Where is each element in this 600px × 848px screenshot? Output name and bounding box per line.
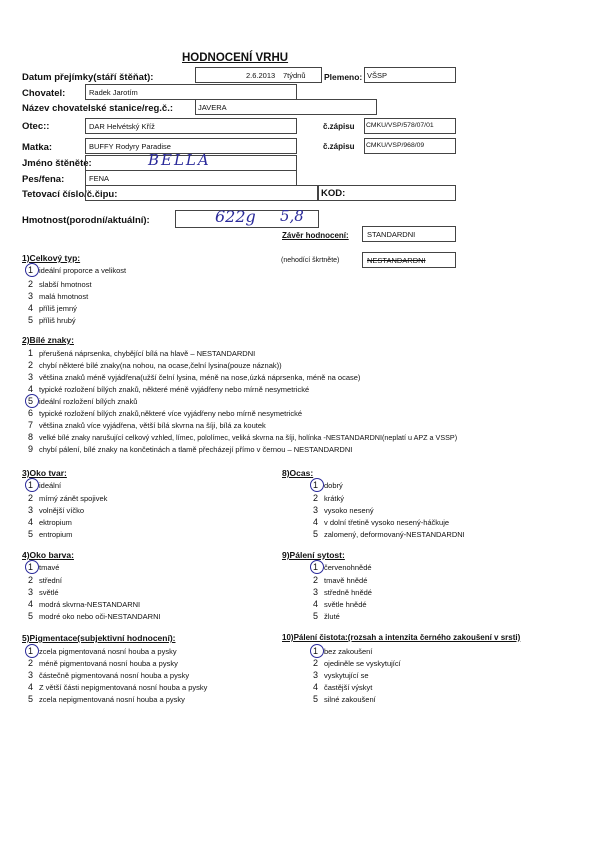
- s3-item: 1 ideální: [28, 480, 62, 490]
- s8-item: 3 vysoko nesený: [313, 505, 374, 515]
- s9-item: 4 světle hnědé: [313, 599, 367, 609]
- s3-item: 2 mírný zánět spojivek: [28, 493, 108, 503]
- s4-item: 4 modrá skvrna-NESTANDARNI: [28, 599, 141, 609]
- section-9-title: 9)Pálení sytost:: [282, 550, 345, 560]
- s3-item: 5 entropium: [28, 529, 73, 539]
- s5-item: 3 částečně pigmentovaná nosní houba a pysky: [28, 670, 190, 680]
- sire-value: DAR Helvétský Kříž: [89, 122, 155, 131]
- selected-circle: [25, 478, 39, 492]
- dam-reg-value: CMKU/VSP/968/09: [366, 142, 425, 149]
- kennel-label: Název chovatelské stanice/reg.č.:: [22, 103, 174, 114]
- birth-date-label: Datum přejímky(stáří štěňat):: [22, 72, 154, 83]
- age-value: 7týdnů: [283, 71, 306, 80]
- sex-label: Pes/fena:: [22, 174, 65, 185]
- selected-circle: [25, 394, 39, 408]
- selected-circle: [25, 263, 39, 277]
- s2-item: 3 většina znaků méně vyjádřena(užší čelní lysina, méně na nose,úzká náprsenka, méně na ocase): [28, 372, 361, 382]
- conclusion-nonstandard: NESTANDARDNI: [367, 256, 426, 265]
- s2-item: 5 ideální rozložení bílých znaků: [28, 396, 138, 406]
- section-4-title: 4)Oko barva:: [22, 550, 74, 560]
- s2-item: 2 chybí některé bílé znaky(na nohou, na ocase,čelní lysina(pouze náznak)): [28, 360, 282, 370]
- s1-item: 1 ideální proporce a velikost: [28, 265, 127, 275]
- sire-reg-label: č.zápisu: [323, 122, 355, 131]
- tattoo-label: Tetovací číslo/č.čipu:: [22, 189, 118, 200]
- kennel-value: JAVERA: [198, 103, 227, 112]
- s8-item: 1 dobrý: [313, 480, 343, 490]
- s2-item: 7 většina znaků více vyjádřena, větší bílá skvrna na šíji, bílá za koutek: [28, 420, 266, 430]
- dam-reg-label: č.zápisu: [323, 142, 355, 151]
- s1-item: 3 malá hmotnost: [28, 291, 89, 301]
- s2-item: 9 chybí pálení, bílé znaky na končetinách a tlamě přecházejí přímo v černou – NESTANDARDNI: [28, 444, 353, 454]
- section-5-title: 5)Pigmentace(subjektivní hodnocení):: [22, 633, 176, 643]
- section-1-title: 1)Celkový typ:: [22, 253, 81, 263]
- section-2-title: 2)Bílé znaky:: [22, 335, 74, 345]
- s2-item: 1 přerušená náprsenka, chybějící bílá na hlavě – NESTANDARDNI: [28, 348, 256, 358]
- s1-item: 4 příliš jemný: [28, 303, 77, 313]
- selected-circle: [310, 560, 324, 574]
- s9-item: 3 středně hnědé: [313, 587, 372, 597]
- code-label: KOD:: [321, 188, 346, 199]
- sire-label: Otec::: [22, 121, 50, 132]
- s10-item: 5 silné zakoušení: [313, 694, 376, 704]
- breed-label: Plemeno:: [324, 72, 363, 82]
- s3-item: 3 volnější víčko: [28, 505, 85, 515]
- s4-item: 1 tmavé: [28, 562, 60, 572]
- selected-circle: [25, 560, 39, 574]
- conclusion-standard: STANDARDNI: [367, 230, 416, 239]
- s5-item: 4 Z větší části nepigmentovaná nosní houba a pysky: [28, 682, 208, 692]
- birth-date-value: 2.6.2013: [246, 71, 276, 80]
- section-3-title: 3)Oko tvar:: [22, 468, 67, 478]
- s10-item: 4 častější výskyt: [313, 682, 373, 692]
- s1-item: 2 slabší hmotnost: [28, 279, 92, 289]
- s4-item: 5 modré oko nebo oči-NESTANDARNI: [28, 611, 161, 621]
- s2-item: 8 velké bílé znaky narušující celkový vzhled, límec, pololímec, veliká skvrna na šíji, holínka -NESTANDARDNI(neplatí u APZ a VSSP): [28, 432, 458, 442]
- s10-item: 1 bez zakoušení: [313, 646, 373, 656]
- dam-value: BUFFY Rodyry Paradise: [89, 142, 171, 151]
- weight-label: Hmotnost(porodní/aktuální):: [22, 215, 150, 226]
- s5-item: 1 zcela pigmentovaná nosní houba a pysky: [28, 646, 177, 656]
- conclusion-label: Závěr hodnocení:: [282, 231, 349, 240]
- weight-birth-value: 622g: [215, 207, 256, 226]
- conclusion-hint: (nehodící škrtněte): [281, 257, 340, 264]
- s9-item: 2 tmavě hnědé: [313, 575, 368, 585]
- sex-box: [85, 170, 297, 186]
- s2-item: 4 typické rozložení bílých znaků, některé méně vyjádřeny nebo mírně nesymetrické: [28, 384, 310, 394]
- s8-item: 2 krátký: [313, 493, 345, 503]
- breed-value: VŠSP: [367, 71, 388, 80]
- s8-item: 5 zalomený, deformovaný-NESTANDARDNI: [313, 529, 465, 539]
- puppy-name-value: BELLA: [148, 151, 211, 169]
- section-10-title: 10)Pálení čistota:(rozsah a intenzita černého zakoušení v srsti): [282, 633, 521, 642]
- breeder-label: Chovatel:: [22, 88, 66, 99]
- section-8-title: 8)Ocas:: [282, 468, 314, 478]
- selected-circle: [310, 478, 324, 492]
- s3-item: 4 ektropium: [28, 517, 72, 527]
- s10-item: 3 vyskytující se: [313, 670, 369, 680]
- s9-item: 1 červenohnědé: [313, 562, 372, 572]
- form-title: HODNOCENÍ VRHU: [182, 52, 289, 64]
- breeder-value: Radek Jarotím: [89, 88, 138, 97]
- s5-item: 2 méně pigmentovaná nosní houba a pysky: [28, 658, 178, 668]
- s4-item: 2 střední: [28, 575, 62, 585]
- s5-item: 5 zcela nepigmentovaná nosní houba a pysky: [28, 694, 185, 704]
- puppy-name-label: Jméno štěněte:: [22, 158, 92, 169]
- s8-item: 4 v dolní třetině vysoko nesený-háčkuje: [313, 517, 450, 527]
- s10-item: 2 ojediněle se vyskytující: [313, 658, 401, 668]
- sex-value: FENA: [89, 174, 110, 183]
- s4-item: 3 světlé: [28, 587, 59, 597]
- s9-item: 5 žluté: [313, 611, 340, 621]
- s2-item: 6 typické rozložení bílých znaků,některé více vyjádřeny nebo mírně nesymetrické: [28, 408, 303, 418]
- tattoo-box: [85, 185, 319, 201]
- selected-circle: [310, 644, 324, 658]
- selected-circle: [25, 644, 39, 658]
- weight-current-value: 5,8: [280, 207, 304, 225]
- sire-reg-value: CMKU/VSP/578/07/01: [366, 122, 434, 129]
- dam-label: Matka:: [22, 142, 53, 153]
- s1-item: 5 příliš hrubý: [28, 315, 76, 325]
